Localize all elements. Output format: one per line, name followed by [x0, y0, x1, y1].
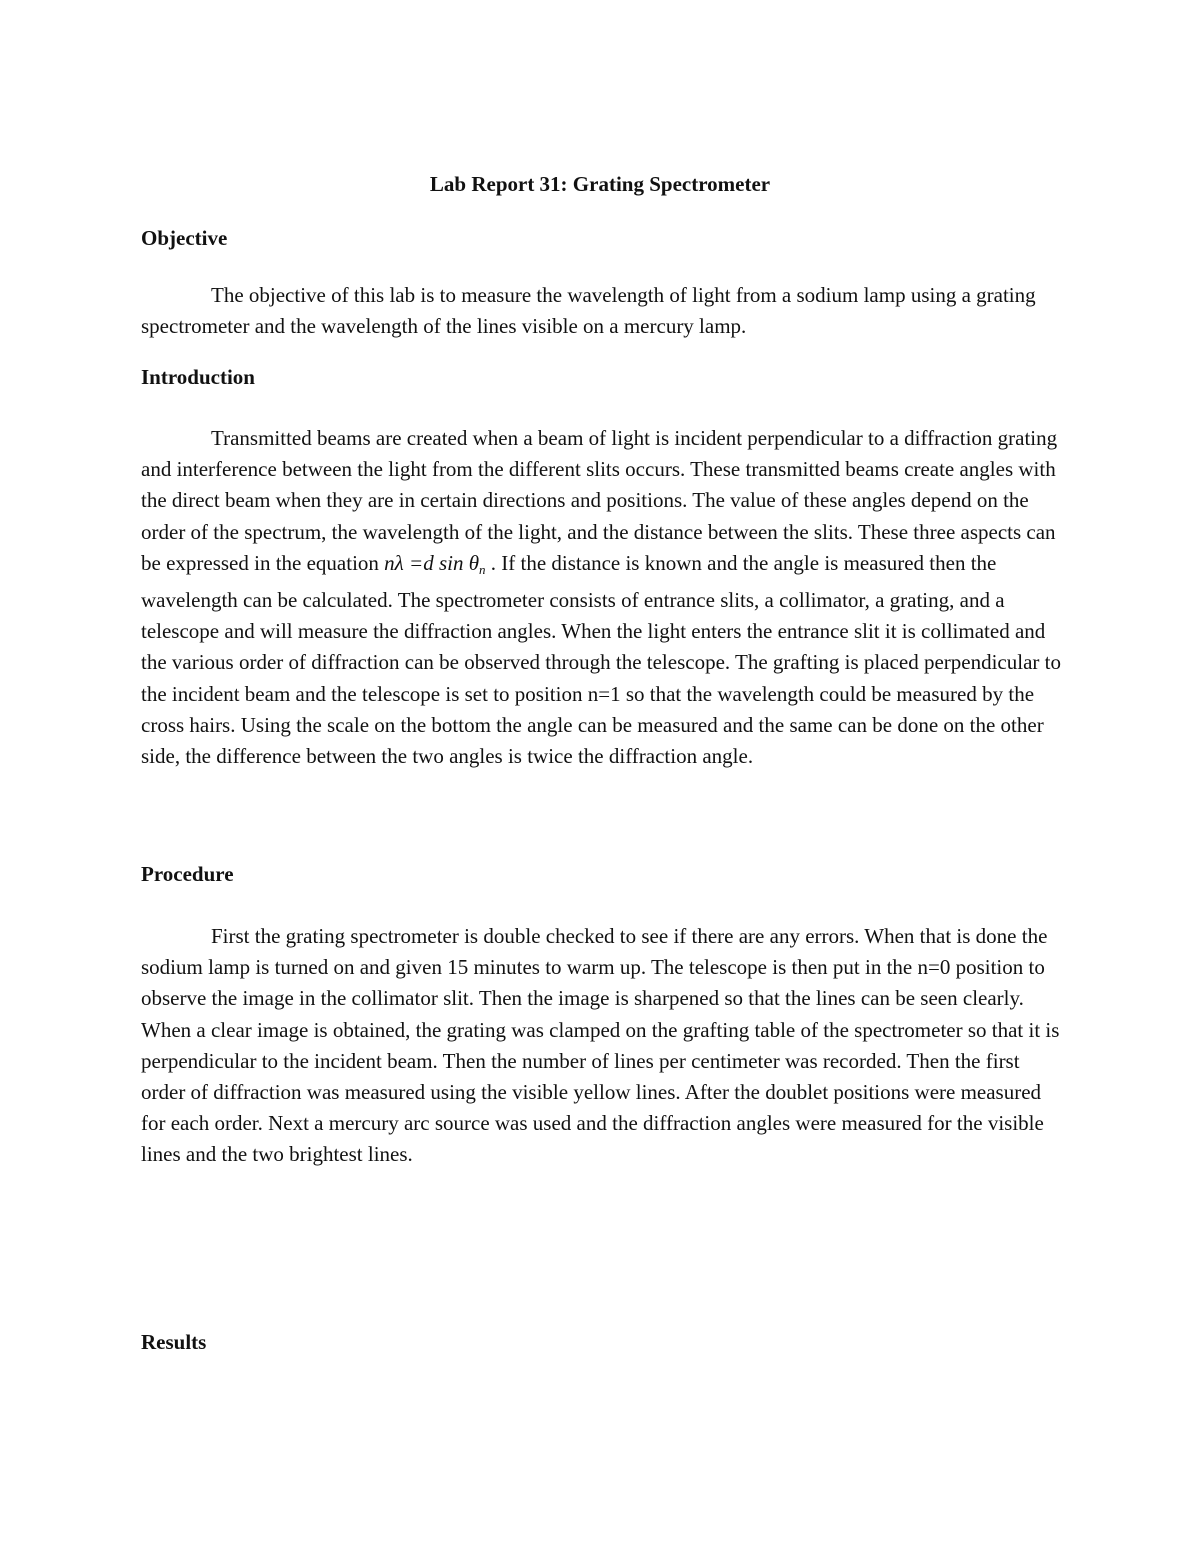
procedure-paragraph: [141, 921, 1061, 1171]
diffraction-equation: [384, 551, 485, 575]
introduction-paragraph: [141, 423, 1061, 772]
results-heading: Results: [141, 1330, 207, 1354]
equation-main: nλ =d sin θ: [384, 550, 480, 575]
introduction-text-part1: Transmitted beams are created when a beam of light is incident perpendicular to a diffraction grating and interference between the light from the different slits occurs. These transmitted beams create angles with the direct beam when they are in certain directions and positions. The value of these angles depend on the order of the spectrum, the wavelength of the light, and the distance between the slits. These three aspects can be expressed in the equation: [141, 426, 1058, 575]
introduction-text-part2: . If the distance is known and the angle is measured then the wavelength can be calculated. The spectrometer consists of entrance slits, a collimator, a grating, and a telescope and will measure the diffraction angles. When the light enters the entrance slit it is collimated and the various order of diffraction can be observed through the telescope. The grafting is placed perpendicular to the incident beam and the telescope is set to position n=1 so that the wavelength could be measured by the cross hairs. Using the scale on the bottom the angle can be measured and the same can be done on the other side, the difference between the two angles is twice the diffraction angle.: [141, 550, 1061, 769]
objective-text: The objective of this lab is to measure the wavelength of light from a sodium lamp using a grating spectrometer and the wavelength of the lines visible on a mercury lamp.: [141, 283, 1036, 339]
objective-paragraph: [141, 280, 1061, 342]
introduction-heading: Introduction: [141, 365, 255, 389]
objective-heading: Objective: [141, 226, 228, 250]
procedure-text: First the grating spectrometer is double checked to see if there are any errors. When that is done the sodium lamp is turned on and given 15 minutes to warm up. The telescope is then put in the n=0 position to observe the image in the collimator slit. Then the image is sharpened so that the lines can be seen clearly. When a clear image is obtained, the grating was clamped on the grafting table of the spectrometer so that it is perpendicular to the incident beam. Then the number of lines per centimeter was recorded. Then the first order of diffraction was measured using the visible yellow lines. After the doublet positions were measured for each order. Next a mercury arc source was used and the diffraction angles were measured for the visible lines and the two brightest lines.: [141, 924, 1060, 1167]
procedure-heading: Procedure: [141, 862, 234, 886]
document-title: Lab Report 31: Grating Spectrometer: [429, 172, 771, 196]
equation-subscript: n: [479, 561, 486, 577]
